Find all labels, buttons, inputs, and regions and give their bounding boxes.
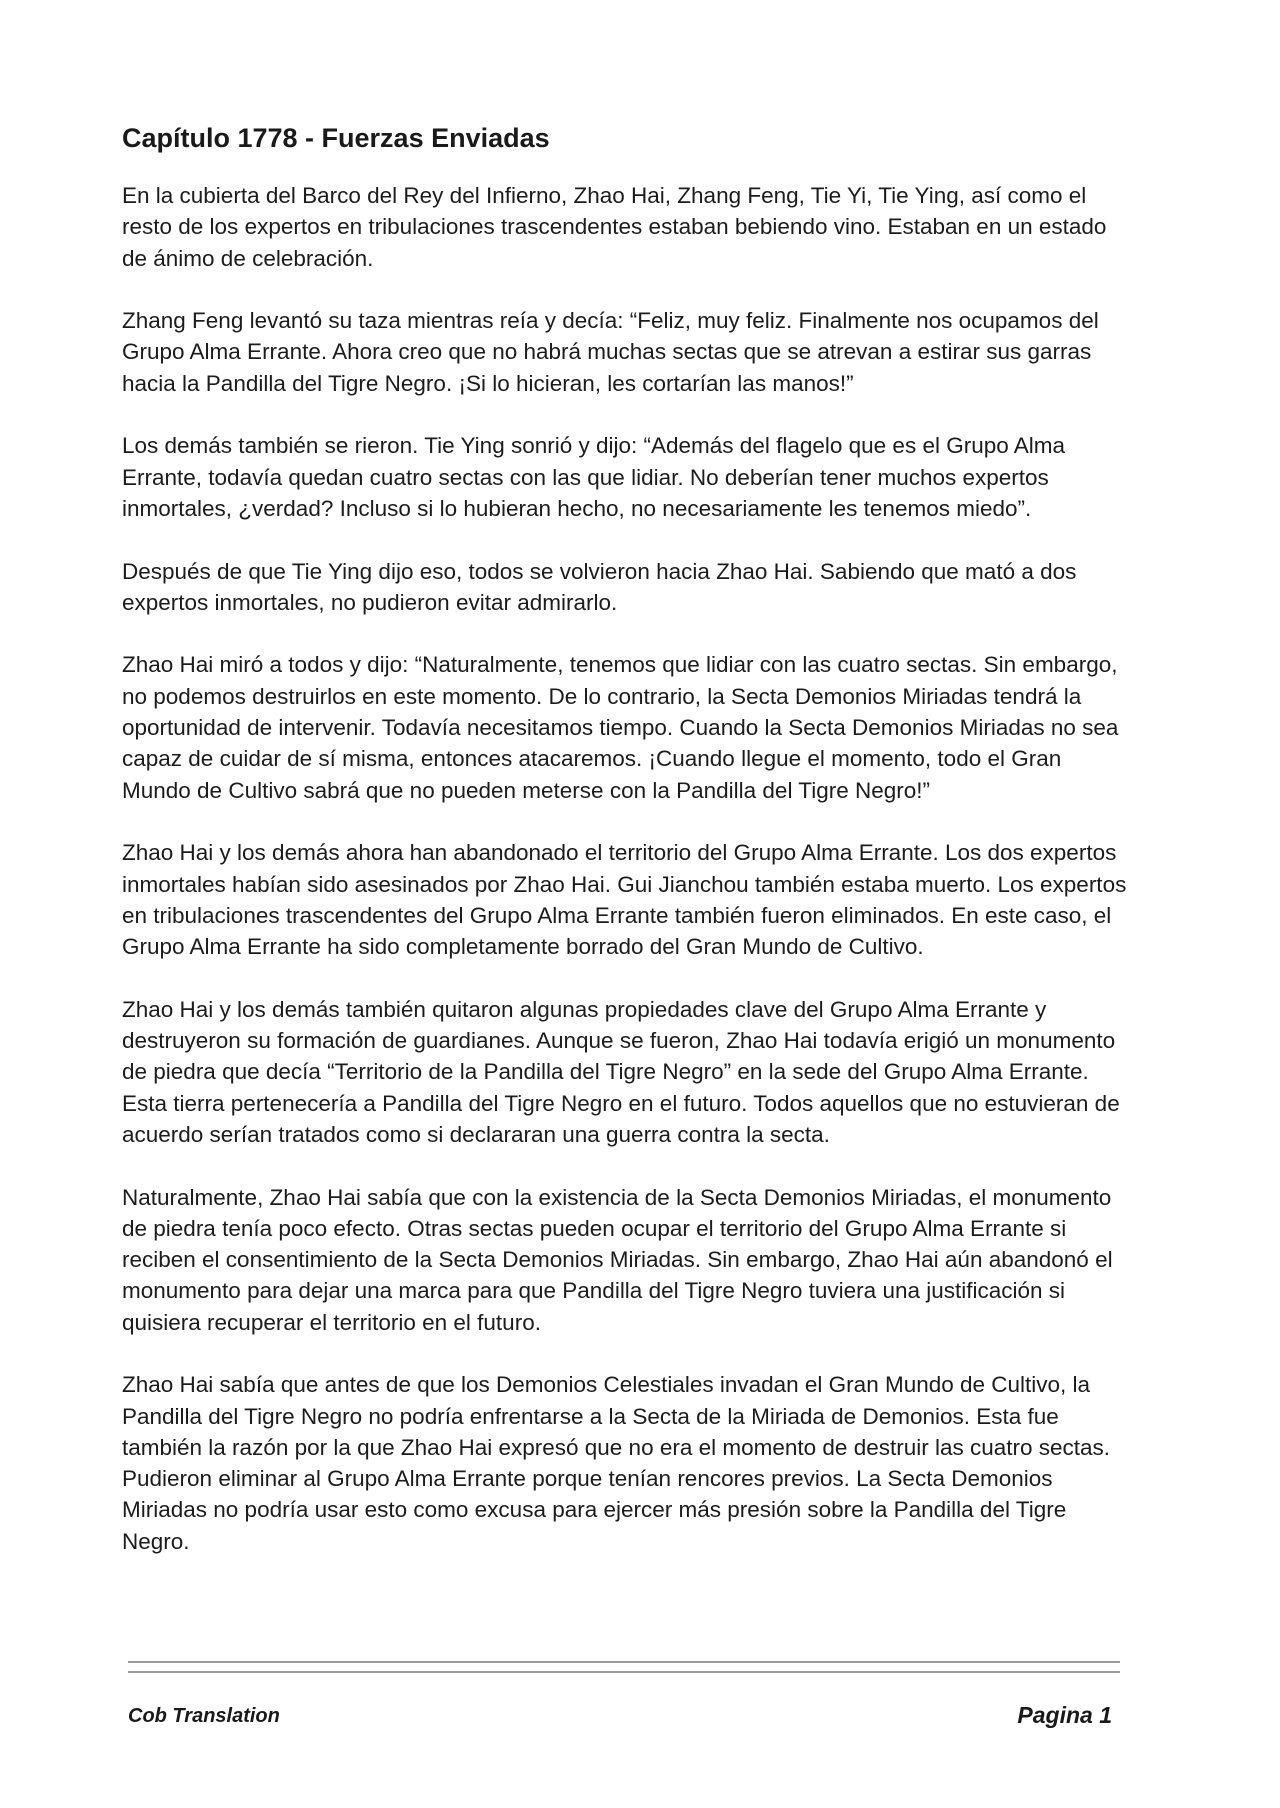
footer-translator-credit: Cob Translation — [128, 1705, 280, 1727]
paragraph: Zhao Hai y los demás ahora han abandonado el territorio del Grupo Alma Errante. Los dos expertos inmortales habían sido asesinados por Zhao Hai. Gui Jianchou también estaba muerto. Los expertos en tribulaciones trascendentes del Grupo Alma Errante también fueron eliminados. En este caso, el Grupo Alma Errante ha sido completamente borrado del Gran Mundo de Cultivo. — [122, 840, 1127, 960]
paragraph: Naturalmente, Zhao Hai sabía que con la existencia de la Secta Demonios Miriadas, el monumento de piedra tenía poco efecto. Otras sectas pueden ocupar el territorio del Grupo Alma Errante si reciben el consentimiento de la Secta Demonios Miriadas. Sin embargo, Zhao Hai aún abandonó el monumento para dejar una marca para que Pandilla del Tigre Negro tuviera una justificación si quisiera recuperar el territorio en el futuro. — [122, 1184, 1113, 1335]
footer-divider-bottom — [128, 1671, 1120, 1673]
chapter-title: Capítulo 1778 - Fuerzas Enviadas — [122, 123, 550, 153]
paragraph: Zhao Hai y los demás también quitaron algunas propiedades clave del Grupo Alma Errante y destruyeron su formación de guardianes. Aunque se fueron, Zhao Hai todavía erigió un monumento de piedra que decía “Territorio de la Pandilla del Tigre Negro” en la sede del Grupo Alma Errante. Esta tierra pertenecería a Pandilla del Tigre Negro en el futuro. Todos aquellos que no estuvieran de acuerdo serían tratados como si declararan una guerra contra la secta. — [122, 996, 1120, 1147]
paragraph: Zhao Hai sabía que antes de que los Demonios Celestiales invadan el Gran Mundo de Cultivo, la Pandilla del Tigre Negro no podría enfrentarse a la Secta de la Miriada de Demonios. Esta fue también la razón por la que Zhao Hai expresó que no era el momento de destruir las cuatro sectas. Pudieron eliminar al Grupo Alma Errante porque tenían rencores previos. La Secta Demonios Miriadas no podría usar esto como excusa para ejercer más presión sobre la Pandilla del Tigre Negro. — [122, 1372, 1111, 1554]
paragraph: Zhang Feng levantó su taza mientras reía y decía: “Feliz, muy feliz. Finalmente nos ocupamos del Grupo Alma Errante. Ahora creo que no habrá muchas sectas que se atrevan a estirar sus garras hacia la Pandilla del Tigre Negro. ¡Si lo hicieran, les cortarían las manos!” — [122, 308, 1099, 396]
paragraph: Zhao Hai miró a todos y dijo: “Naturalmente, tenemos que lidiar con las cuatro sectas. Sin embargo, no podemos destruirlos en este momento. De lo contrario, la Secta Demonios Miriadas tendrá la oportunidad de intervenir. Todavía necesitamos tiempo. Cuando la Secta Demonios Miriadas no sea capaz de cuidar de sí misma, entonces atacaremos. ¡Cuando llegue el momento, todo el Gran Mundo de Cultivo sabrá que no pueden meterse con la Pandilla del Tigre Negro!” — [122, 652, 1119, 803]
footer-page-number: Pagina 1 — [1017, 1702, 1112, 1728]
document-body — [122, 118, 1132, 1588]
paragraph: Los demás también se rieron. Tie Ying sonrió y dijo: “Además del flagelo que es el Grupo Alma Errante, todavía quedan cuatro sectas con las que lidiar. No deberían tener muchos expertos inmortales, ¿verdad? Incluso si lo hubieran hecho, no necesariamente les tenemos miedo”. — [122, 433, 1066, 521]
paragraph: En la cubierta del Barco del Rey del Infierno, Zhao Hai, Zhang Feng, Tie Yi, Tie Ying, así como el resto de los expertos en tribulaciones trascendentes estaban bebiendo vino. Estaban en un estado de ánimo de celebración. — [122, 183, 1107, 271]
footer-divider-top — [128, 1661, 1120, 1663]
paragraph: Después de que Tie Ying dijo eso, todos se volvieron hacia Zhao Hai. Sabiendo que mató a dos expertos inmortales, no pudieron evitar admirarlo. — [122, 558, 1077, 615]
